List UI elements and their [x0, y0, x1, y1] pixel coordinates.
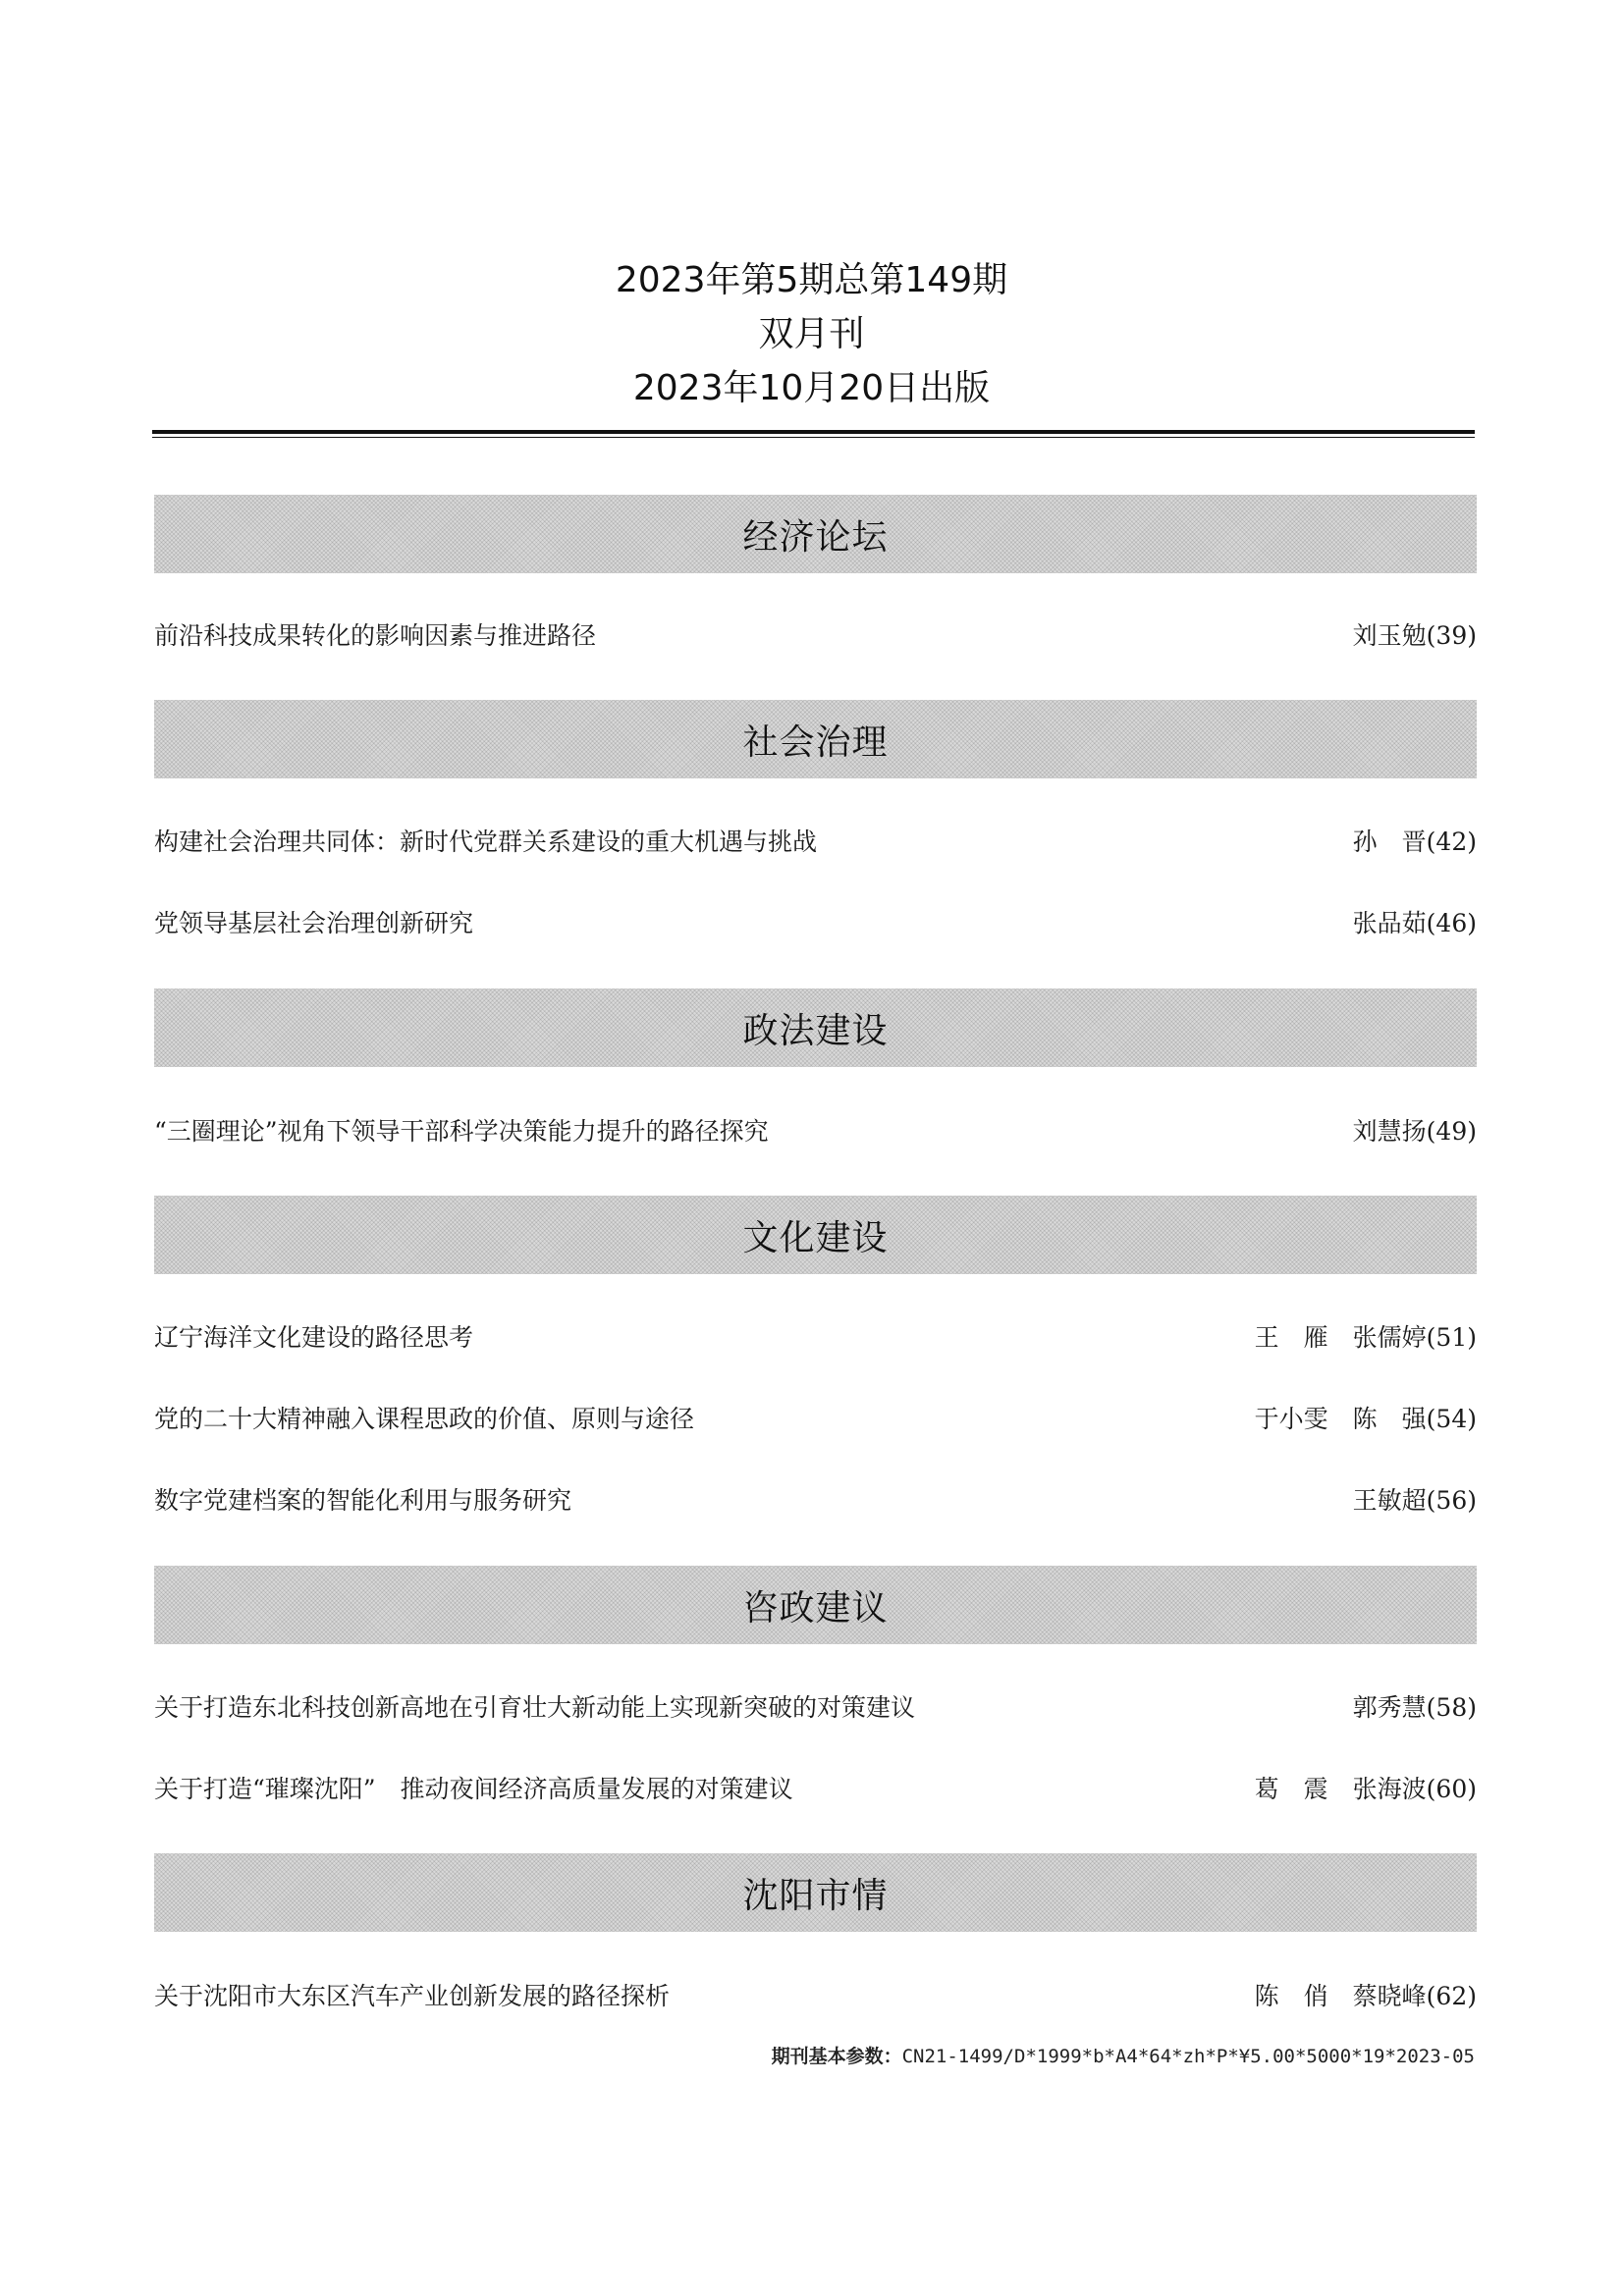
- section-heading-bar: [154, 1196, 1477, 1274]
- toc-entry[interactable]: [154, 821, 1477, 860]
- section-heading-bar: [154, 495, 1477, 573]
- journal-parameters-value: CN21-1499/D*1999*b*A4*64*zh*P*¥5.00*5000*19*2023-05: [901, 2046, 1475, 2067]
- toc-entry[interactable]: [154, 902, 1477, 941]
- article-author-page: 孙 晋(42): [1352, 828, 1477, 856]
- article-title: “三圈理论”视角下领导干部科学决策能力提升的路径探究: [154, 1117, 769, 1146]
- publication-date: 2023年10月20日出版: [632, 368, 991, 408]
- toc-entry[interactable]: [154, 1316, 1477, 1356]
- article-title: 关于打造东北科技创新高地在引育壮大新动能上实现新突破的对策建议: [154, 1693, 916, 1722]
- article-author-page: 郭秀慧(58): [1352, 1693, 1477, 1722]
- article-author-page: 刘慧扬(49): [1352, 1117, 1477, 1146]
- masthead: [0, 253, 1623, 415]
- article-title: 数字党建档案的智能化利用与服务研究: [154, 1486, 572, 1515]
- article-title: 前沿科技成果转化的影响因素与推进路径: [154, 621, 597, 650]
- issue-number: 2023年第5期总第149期: [615, 260, 1008, 300]
- journal-parameters-label: 期刊基本参数：: [771, 2046, 902, 2067]
- section-heading-bar: [154, 700, 1477, 778]
- article-author-page: 张品茹(46): [1352, 909, 1477, 937]
- section-heading: 咨政建议: [742, 1587, 889, 1629]
- article-author-page: 王 雁 张儒婷(51): [1254, 1323, 1477, 1352]
- article-title: 党领导基层社会治理创新研究: [154, 909, 474, 937]
- toc-entry[interactable]: [154, 1975, 1477, 2014]
- toc-entry[interactable]: [154, 1479, 1477, 1519]
- section-heading: 文化建设: [742, 1217, 889, 1258]
- article-title: 关于打造“璀璨沈阳” 推动夜间经济高质量发展的对策建议: [154, 1775, 793, 1803]
- section-heading: 沈阳市情: [742, 1875, 889, 1916]
- article-title: 构建社会治理共同体：新时代党群关系建设的重大机遇与挑战: [154, 828, 818, 856]
- article-title: 党的二十大精神融入课程思政的价值、原则与途径: [154, 1405, 695, 1433]
- toc-entry[interactable]: [154, 1110, 1477, 1149]
- section-heading: 经济论坛: [742, 516, 889, 558]
- section-heading-bar: [154, 988, 1477, 1067]
- section-heading-bar: [154, 1853, 1477, 1932]
- article-author-page: 王敏超(56): [1352, 1486, 1477, 1515]
- toc-entry[interactable]: [154, 1686, 1477, 1726]
- header-rule-thin: [152, 437, 1475, 438]
- section-heading: 政法建设: [742, 1010, 889, 1051]
- article-author-page: 于小雯 陈 强(54): [1254, 1405, 1477, 1433]
- toc-entry[interactable]: [154, 1768, 1477, 1807]
- article-title: 关于沈阳市大东区汽车产业创新发展的路径探析: [154, 1982, 671, 2010]
- article-author-page: 陈 俏 蔡晓峰(62): [1254, 1982, 1477, 2010]
- publication-frequency: 双月刊: [758, 314, 865, 354]
- header-rule-thick: [152, 430, 1475, 434]
- toc-entry[interactable]: [154, 1398, 1477, 1437]
- article-author-page: 葛 震 张海波(60): [1254, 1775, 1477, 1803]
- article-author-page: 刘玉勉(39): [1352, 621, 1477, 650]
- section-heading: 社会治理: [742, 721, 889, 763]
- section-heading-bar: [154, 1566, 1477, 1644]
- article-title: 辽宁海洋文化建设的路径思考: [154, 1323, 474, 1352]
- journal-parameters: [772, 2042, 1475, 2068]
- toc-entry[interactable]: [154, 614, 1477, 654]
